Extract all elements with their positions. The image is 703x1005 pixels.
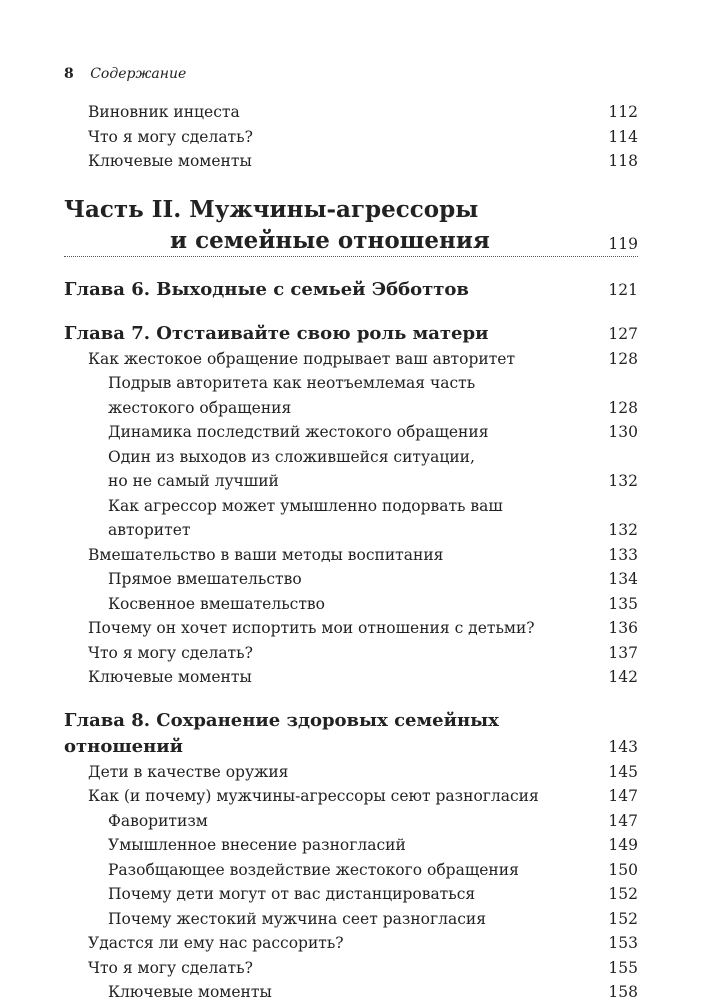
toc-entry-page: 134 <box>608 570 638 588</box>
toc-entry-page: 114 <box>608 127 638 146</box>
part-title-line1: Часть II. Мужчины-агрессоры <box>64 195 479 223</box>
toc-entry-title: Почему он хочет испортить мои отношения с детьми? <box>88 619 535 637</box>
toc-entry-page: 136 <box>608 619 638 637</box>
toc-entry-title: Что я могу сделать? <box>88 127 253 146</box>
chapter-title: Глава 7. Отстаивайте свою роль матери <box>64 322 489 344</box>
toc-entry[interactable] <box>64 445 638 494</box>
toc-entry-title: Как жестокое обращение подрывает ваш авторитет <box>88 349 516 368</box>
running-header <box>64 66 186 82</box>
toc-entry-title: Как агрессор может умышленно подорвать ваш авторитет <box>108 496 503 539</box>
toc-entry-page: 149 <box>608 836 638 854</box>
toc-entry-page: 152 <box>608 909 638 928</box>
toc-entry-title: Ключевые моменты <box>88 668 252 686</box>
toc-entry[interactable] <box>64 760 638 785</box>
toc-entry[interactable] <box>64 665 638 690</box>
toc-entry[interactable] <box>64 641 638 666</box>
toc-entry-page: 155 <box>608 958 638 977</box>
toc-entry-title: Вмешательство в ваши методы воспитания <box>88 545 444 564</box>
toc-entry[interactable] <box>64 980 638 1005</box>
chapter-page: 127 <box>608 324 638 343</box>
intro-entries <box>64 100 638 174</box>
toc-entry[interactable] <box>64 833 638 858</box>
page-number: 8 <box>64 66 74 82</box>
toc-entry-page: 150 <box>608 860 638 879</box>
toc-entry-page: 118 <box>608 152 638 170</box>
toc-entry[interactable] <box>64 371 638 420</box>
toc-entry-page: 135 <box>608 594 638 613</box>
chapter-title: Глава 6. Выходные с семьей Эбботтов <box>64 278 469 300</box>
toc-entry[interactable] <box>64 592 638 617</box>
toc-entry[interactable] <box>64 125 638 150</box>
toc-entry-page: 145 <box>608 762 638 781</box>
toc-entry[interactable] <box>64 494 638 543</box>
toc-entry-title: Ключевые моменты <box>88 152 252 170</box>
toc-entry-title: Почему дети могут от вас дистанцироваться <box>108 885 476 903</box>
toc-entry-title: Что я могу сделать? <box>88 643 253 662</box>
toc-entry-title: Удастся ли ему нас рассорить? <box>88 934 344 952</box>
table-of-contents <box>64 100 638 1005</box>
toc-entry[interactable] <box>64 931 638 956</box>
toc-entry[interactable] <box>64 420 638 445</box>
toc-entry-page: 147 <box>608 787 638 805</box>
toc-entry-page: 132 <box>608 521 638 539</box>
chapter-heading-8[interactable] <box>64 708 638 760</box>
toc-entry[interactable] <box>64 149 638 174</box>
toc-entry-page: 142 <box>608 668 638 686</box>
toc-entry-title: Один из выходов из сложившейся ситуации, но не самый лучший <box>108 447 475 490</box>
running-title: Содержание <box>90 66 187 82</box>
toc-entry-page: 158 <box>608 983 638 1001</box>
part-title-line2: и семейные отношения <box>170 226 490 254</box>
toc-entry[interactable] <box>64 907 638 932</box>
part-page: 119 <box>608 234 638 253</box>
toc-entry-page: 128 <box>608 349 638 368</box>
toc-entry-page: 133 <box>608 545 638 564</box>
chapter-title: Глава 8. Сохранение здоровых семейных отношений <box>64 709 499 757</box>
toc-entry-title: Разобщающее воздействие жестокого обращения <box>108 860 519 879</box>
toc-entry-title: Косвенное вмешательство <box>108 594 325 613</box>
toc-entry-page: 132 <box>608 472 638 490</box>
toc-entry[interactable] <box>64 956 638 981</box>
chapter-heading-7[interactable] <box>64 321 638 347</box>
toc-entry-title: Ключевые моменты <box>108 983 272 1001</box>
chapter-page: 121 <box>608 280 638 299</box>
toc-entry[interactable] <box>64 858 638 883</box>
toc-entry-title: Прямое вмешательство <box>108 570 302 588</box>
toc-entry-page: 128 <box>608 398 638 417</box>
toc-entry[interactable] <box>64 882 638 907</box>
part-heading[interactable] <box>64 194 638 257</box>
toc-entry[interactable] <box>64 567 638 592</box>
toc-entry-title: Динамика последствий жестокого обращения <box>108 423 489 441</box>
toc-entry-title: Что я могу сделать? <box>88 958 253 977</box>
toc-entry-page: 152 <box>608 885 638 903</box>
toc-entry[interactable] <box>64 809 638 834</box>
chapter-8-entries <box>64 760 638 1005</box>
toc-entry[interactable] <box>64 784 638 809</box>
chapter-heading-6[interactable] <box>64 277 638 303</box>
toc-entry[interactable] <box>64 347 638 372</box>
chapter-7-entries <box>64 347 638 690</box>
toc-entry[interactable] <box>64 616 638 641</box>
toc-entry[interactable] <box>64 543 638 568</box>
toc-entry-title: Как (и почему) мужчины-агрессоры сеют разногласия <box>88 787 539 805</box>
toc-entry[interactable] <box>64 100 638 125</box>
toc-entry-page: 130 <box>608 423 638 441</box>
toc-entry-page: 153 <box>608 934 638 952</box>
toc-entry-page: 147 <box>608 811 638 830</box>
toc-entry-title: Виновник инцеста <box>88 103 240 121</box>
chapter-page: 143 <box>608 737 638 756</box>
toc-entry-title: Умышленное внесение разногласий <box>108 836 406 854</box>
toc-entry-title: Дети в качестве оружия <box>88 762 289 781</box>
toc-entry-page: 112 <box>608 103 638 121</box>
toc-entry-title: Фаворитизм <box>108 811 208 830</box>
toc-entry-title: Почему жестокий мужчина сеет разногласия <box>108 909 486 928</box>
toc-entry-title: Подрыв авторитета как неотъемлемая часть жестокого обращения <box>108 374 476 417</box>
toc-entry-page: 137 <box>608 643 638 662</box>
